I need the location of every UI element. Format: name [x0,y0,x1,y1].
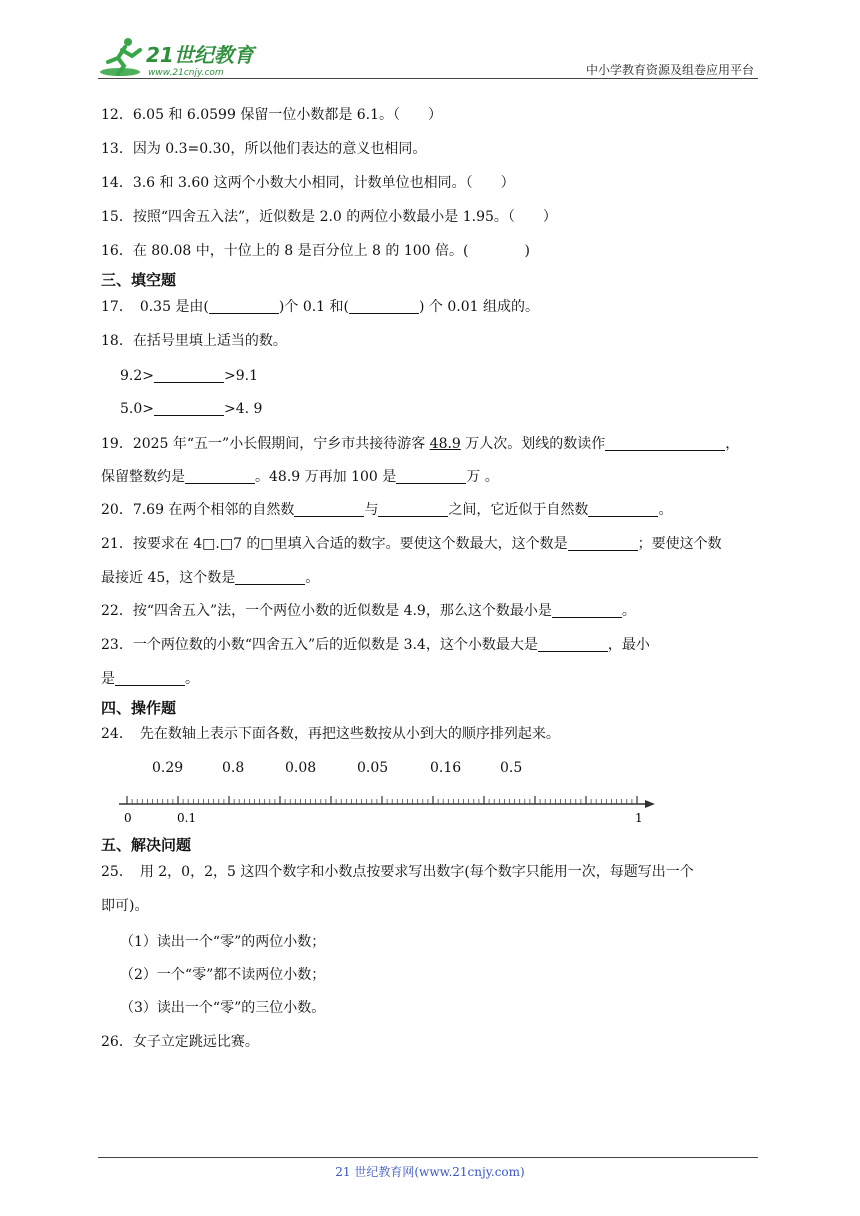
q19-text-e: 。48.9 万再加 100 是 [255,469,397,485]
section-operation-title: 四、操作题 [101,699,177,717]
q21-text-c: 最接近 45，这个数是 [101,570,236,586]
logo-wordmark: 21世纪教育 [146,43,254,67]
question-21-line-2 [101,568,319,588]
answer-blank[interactable] [294,501,364,517]
question-16: 16．在 80.08 中，十位上的 8 是百分位上 8 的 100 倍。( ) [101,243,530,259]
question-25: 25． 用 2，0，2，5 这四个数字和小数点按要求写出数字(每个数字只能用一次，每题写出一个 [101,864,694,880]
answer-blank[interactable] [154,367,224,383]
number-item: 0.5 [500,760,523,776]
answer-blank[interactable] [209,298,279,314]
q18-line2-left: 5.0> [120,401,154,417]
q20-text-c: 之间，它近似于自然数 [448,502,589,518]
question-15: 15．按照“四舍五入法”，近似数是 2.0 的两位小数最小是 1.95。（ ） [101,209,557,225]
q17-text-a: 17． 0.35 是由( [101,299,209,315]
q18-line1-right: >9.1 [224,368,258,384]
question-14: 14．3.6 和 3.60 这两个小数大小相同，计数单位也相同。（ ） [101,175,515,191]
answer-blank[interactable] [568,535,638,551]
answer-blank[interactable] [185,468,255,484]
question-17 [101,297,539,317]
question-23 [101,635,650,655]
q19-text-f: 万 。 [466,469,499,485]
q25-part-1: （1）读出一个“零”的两位小数； [120,934,326,950]
runner-logo-icon [98,36,258,80]
q20-text-d: 。 [658,502,673,518]
q19-text-b: 万人次。划线的数读作 [460,436,606,452]
answer-blank[interactable] [154,400,224,416]
q22-text-b: 。 [621,603,636,619]
logo-url: www.21cnjy.com [148,68,224,78]
site-logo[interactable] [98,36,258,80]
q23-text-a: 23．一个两位数的小数“四舍五入”后的近似数是 3.4，这个小数最大是 [101,637,538,653]
question-12: 12．6.05 和 6.0599 保留一位小数都是 6.1。（ ） [101,107,443,123]
answer-blank[interactable] [552,602,622,618]
number-item: 0.16 [430,760,462,776]
q18-line-1 [120,366,258,386]
question-22 [101,601,636,621]
q19-text-c: ， [725,436,740,452]
header-divider [98,78,758,79]
answer-blank[interactable] [538,636,608,652]
question-19-line-2 [101,467,499,487]
question-24: 24． 先在数轴上表示下面各数，再把这些数按从小到大的顺序排列起来。 [101,726,560,742]
q21-text-d: 。 [305,570,320,586]
question-23-line-2 [101,669,199,689]
q22-text-a: 22．按“四舍五入”法，一个两位小数的近似数是 4.9，那么这个数最小是 [101,603,552,619]
question-18: 18．在括号里填上适当的数。 [101,333,287,349]
q19-text-d: 保留整数约是 [101,469,185,485]
question-26: 26．女子立定跳远比赛。 [101,1034,259,1050]
axis-label-1: 1 [635,811,643,825]
question-19 [101,434,739,454]
axis-label-0-1: 0.1 [177,811,197,825]
q17-text-c: ) 个 0.01 组成的。 [419,299,539,315]
number-line-graphic [115,792,660,826]
underlined-number: 48.9 [429,436,461,452]
question-13: 13．因为 0.3=0.30，所以他们表达的意义也相同。 [101,141,427,157]
section-problem-solving-title: 五、解决问题 [101,836,192,854]
q25-part-3: （3）读出一个“零”的三位小数。 [120,1000,326,1016]
footer-divider [98,1157,758,1158]
q23-text-c: 是 [101,671,115,687]
number-item: 0.08 [285,760,317,776]
section-fill-in-title: 三、填空题 [101,271,177,289]
footer-link[interactable]: 21 世纪教育网(www.21cnjy.com) [335,1165,525,1179]
answer-blank[interactable] [349,298,419,314]
answer-blank[interactable] [588,501,658,517]
q23-text-b: ，最小 [607,637,650,653]
q21-text-a: 21．按要求在 4□.□7 的□里填入合适的数字。要使这个数最大，这个数是 [101,536,568,552]
number-line[interactable] [115,792,660,826]
q23-text-d: 。 [185,671,199,687]
answer-blank[interactable] [396,468,466,484]
q25-part-2: （2）一个“零”都不读两位小数； [120,967,326,983]
page-header [98,30,758,80]
answer-blank[interactable] [115,670,185,686]
answer-blank[interactable] [605,435,725,451]
answer-blank[interactable] [378,501,448,517]
answer-blank[interactable] [235,569,305,585]
number-item: 0.8 [222,760,245,776]
q18-line2-right: >4. 9 [224,401,263,417]
q21-text-b: ；要使这个数 [637,536,722,552]
number-item: 0.29 [152,760,184,776]
axis-label-0: 0 [124,811,132,825]
question-21 [101,534,722,554]
q18-line1-left: 9.2> [120,368,154,384]
q20-text-a: 20．7.69 在两个相邻的自然数 [101,502,295,518]
question-25-line-2: 即可)。 [101,898,149,914]
question-20 [101,500,672,520]
q18-line-2 [120,399,262,419]
q19-text-a: 19．2025 年“五一”小长假期间，宁乡市共接待游客 [101,436,430,452]
number-item: 0.05 [357,760,389,776]
q20-text-b: 与 [364,502,379,518]
platform-name: 中小学教育资源及组卷应用平台 [585,63,754,77]
q17-text-b: )个 0.1 和( [278,299,349,315]
axis-arrow-icon [645,800,655,808]
axis-ticks [127,796,637,804]
